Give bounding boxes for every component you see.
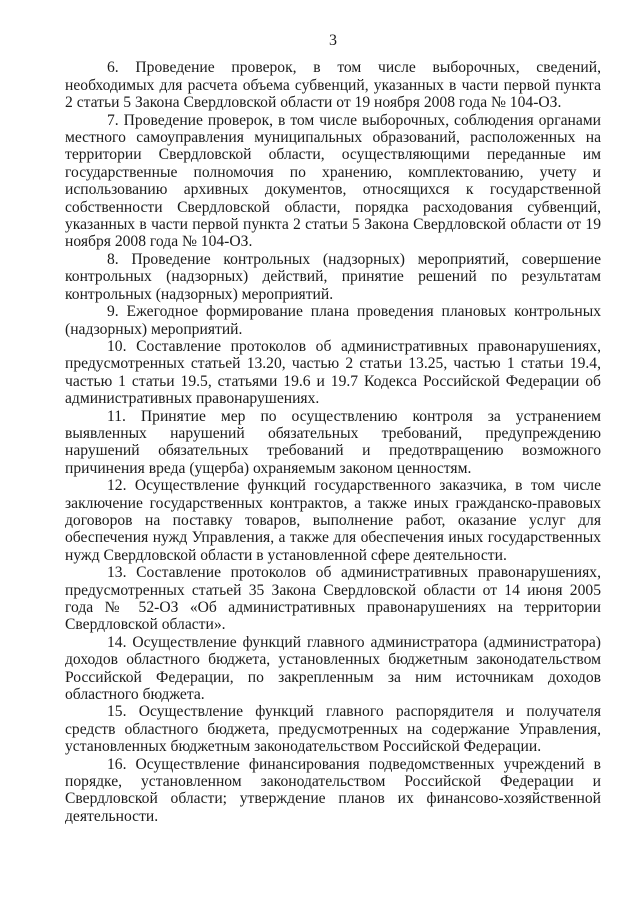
paragraph-8: 8. Проведение контрольных (надзорных) мероприятий, совершение контрольных (надзорных) действий, принятие решений по результатам контрольных (надзорных) мероприятий.	[65, 250, 601, 303]
paragraph-12: 12. Осуществление функций государственного заказчика, в том числе заключение государственных контрактов, а также иных гражданско-правовых договоров на поставку товаров, выполнение работ, оказание услуг для обеспечения нужд Управления, а также для обеспечения иных государственных нужд Свердловской области в установленной сфере деятельности.	[65, 477, 601, 564]
paragraph-16: 16. Осуществление финансирования подведомственных учреждений в порядке, установленном законодательством Российской Федерации и Свердловской области; утверждение планов их финансово-хозяйственной деятельности.	[65, 755, 601, 825]
page-number: 3	[329, 32, 337, 49]
paragraph-13: 13. Составление протоколов об административных правонарушениях, предусмотренных статьей 35 Закона Свердловской области от 14 июня 2005 года № 52-ОЗ «Об административных правонарушениях на территории Свердловской области».	[65, 564, 601, 634]
paragraph-11: 11. Принятие мер по осуществлению контроля за устранением выявленных нарушений обязательных требований, предупреждению нарушений обязательных требований и предотвращению возможного причинения вреда (ущерба) охраняемым законом ценностям.	[65, 407, 601, 477]
paragraph-14: 14. Осуществление функций главного администратора (администратора) доходов областного бюджета, установленных бюджетным законодательством Российской Федерации, по закрепленным за ним источникам доходов областного бюджета.	[65, 633, 601, 704]
paragraph-15: 15. Осуществление функций главного распорядителя и получателя средств областного бюджета, предусмотренных на содержание Управления, установленных бюджетным законодательством Российской Федерации.	[65, 703, 601, 756]
document-page	[65, 32, 601, 825]
paragraph-10: 10. Составление протоколов об административных правонарушениях, предусмотренных статьей 13.20, частью 2 статьи 13.25, частью 1 статьи 19.4, частью 1 статьи 19.5, статьями 19.6 и 19.7 Кодекса Российской Федерации об административных правонарушениях.	[65, 337, 601, 408]
paragraph-7: 7. Проведение проверок, в том числе выборочных, соблюдения органами местного самоуправления муниципальных образований, расположенных на территории Свердловской области, осуществляющими переданные им государственные полномочия по хранению, комплектованию, учету и использованию архивных документов, относящихся к государственной собственности Свердловской области, порядка расходования субвенций, указанных в части первой пункта 2 статьи 5 Закона Свердловской области от 19 ноября 2008 года № 104-ОЗ.	[65, 111, 601, 251]
paragraph-9: 9. Ежегодное формирование плана проведения плановых контрольных (надзорных) мероприятий.	[65, 303, 601, 338]
paragraph-6: 6. Проведение проверок, в том числе выборочных, сведений, необходимых для расчета объема субвенций, указанных в части первой пункта 2 статьи 5 Закона Свердловской области от 19 ноября 2008 года № 104-ОЗ.	[65, 59, 601, 112]
